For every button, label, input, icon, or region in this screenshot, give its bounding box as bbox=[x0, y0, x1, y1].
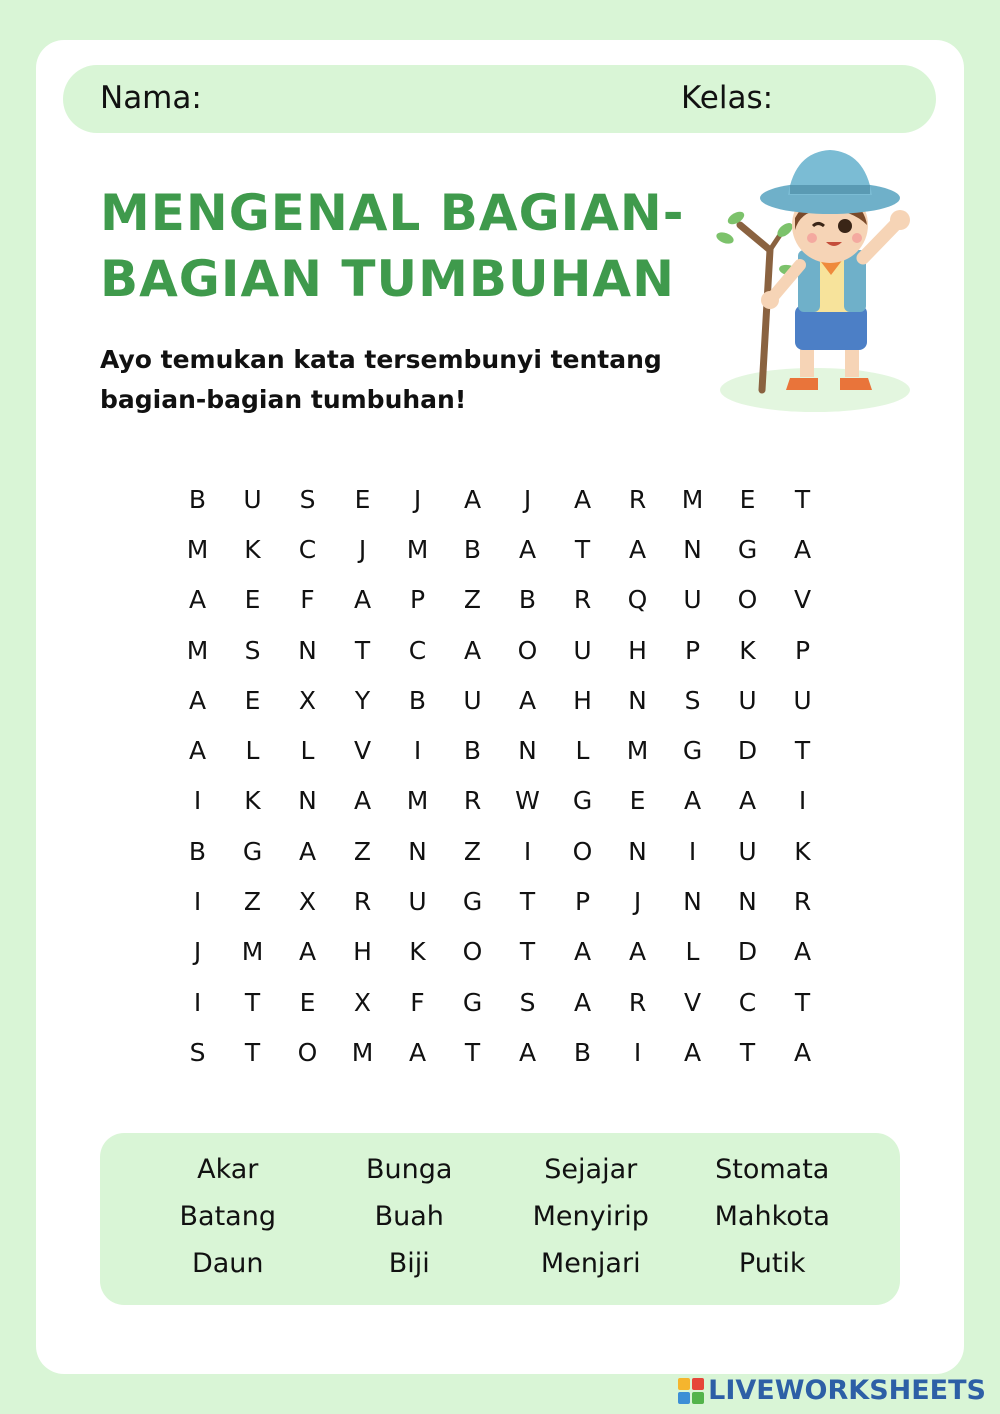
grid-letter[interactable]: K bbox=[244, 786, 261, 816]
grid-letter[interactable]: J bbox=[413, 484, 422, 514]
grid-letter[interactable]: R bbox=[628, 484, 647, 514]
grid-letter[interactable]: B bbox=[518, 585, 537, 615]
grid-letter[interactable]: M bbox=[241, 937, 264, 967]
grid-letter[interactable]: B bbox=[463, 534, 482, 564]
word-list-item: Bunga bbox=[366, 1154, 453, 1185]
grid-letter[interactable]: U bbox=[738, 836, 757, 866]
grid-letter[interactable]: F bbox=[300, 585, 315, 615]
grid-letter[interactable]: U bbox=[463, 685, 482, 715]
grid-letter[interactable]: A bbox=[793, 534, 812, 564]
boy-explorer-illustration-icon bbox=[700, 140, 940, 420]
grid-letter[interactable]: B bbox=[408, 685, 427, 715]
grid-letter[interactable]: N bbox=[518, 736, 537, 766]
grid-letter[interactable]: Z bbox=[463, 836, 482, 866]
grid-letter[interactable]: N bbox=[628, 685, 647, 715]
grid-letter[interactable]: S bbox=[299, 484, 316, 514]
grid-letter[interactable]: A bbox=[518, 1037, 537, 1067]
grid-letter[interactable]: T bbox=[519, 887, 536, 917]
grid-letter[interactable]: C bbox=[408, 635, 427, 665]
grid-letter[interactable]: F bbox=[410, 987, 425, 1017]
grid-letter[interactable]: M bbox=[351, 1037, 374, 1067]
word-list-item: Akar bbox=[197, 1154, 259, 1185]
grid-letter[interactable]: G bbox=[462, 987, 483, 1017]
brand-text[interactable]: LIVEWORKSHEETS bbox=[708, 1375, 986, 1406]
grid-letter[interactable]: M bbox=[186, 534, 209, 564]
grid-letter[interactable]: D bbox=[737, 937, 758, 967]
grid-letter[interactable]: K bbox=[409, 937, 426, 967]
grid-letter[interactable]: Z bbox=[463, 585, 482, 615]
grid-letter[interactable]: I bbox=[413, 736, 422, 766]
grid-letter[interactable]: O bbox=[572, 836, 593, 866]
grid-letter[interactable]: C bbox=[738, 987, 757, 1017]
grid-letter[interactable]: K bbox=[794, 836, 811, 866]
grid-letter[interactable]: O bbox=[517, 635, 538, 665]
grid-letter[interactable]: U bbox=[738, 685, 757, 715]
word-search-grid[interactable] bbox=[170, 474, 830, 1078]
grid-letter[interactable]: S bbox=[519, 987, 536, 1017]
grid-letter[interactable]: J bbox=[358, 534, 367, 564]
grid-letter[interactable]: Z bbox=[243, 887, 262, 917]
grid-letter[interactable]: A bbox=[628, 937, 647, 967]
grid-letter[interactable]: G bbox=[572, 786, 593, 816]
grid-letter[interactable]: T bbox=[739, 1037, 756, 1067]
grid-letter[interactable]: I bbox=[193, 786, 202, 816]
grid-letter[interactable]: A bbox=[738, 786, 757, 816]
name-label: Nama: bbox=[100, 80, 202, 116]
grid-letter[interactable]: T bbox=[794, 736, 811, 766]
grid-letter[interactable]: A bbox=[188, 685, 207, 715]
grid-letter[interactable]: U bbox=[793, 685, 812, 715]
grid-letter[interactable]: G bbox=[242, 836, 263, 866]
grid-letter[interactable]: N bbox=[628, 836, 647, 866]
grid-letter[interactable]: N bbox=[683, 887, 702, 917]
grid-letter[interactable]: B bbox=[573, 1037, 592, 1067]
grid-letter[interactable]: I bbox=[798, 786, 807, 816]
grid-letter[interactable]: Z bbox=[353, 836, 372, 866]
page-title: MENGENAL BAGIAN-BAGIAN TUMBUHAN bbox=[100, 184, 685, 308]
grid-letter[interactable]: L bbox=[245, 736, 260, 766]
grid-letter[interactable]: A bbox=[408, 1037, 427, 1067]
grid-letter[interactable]: X bbox=[298, 887, 317, 917]
grid-letter[interactable]: T bbox=[244, 1037, 261, 1067]
grid-letter[interactable]: Y bbox=[354, 685, 371, 715]
word-list-item: Sejajar bbox=[544, 1154, 638, 1185]
word-list-item: Batang bbox=[179, 1201, 276, 1232]
grid-letter[interactable]: A bbox=[518, 685, 537, 715]
grid-letter[interactable]: E bbox=[629, 786, 646, 816]
word-list-item: Putik bbox=[738, 1248, 806, 1279]
grid-letter[interactable]: S bbox=[684, 685, 701, 715]
grid-letter[interactable]: E bbox=[299, 987, 316, 1017]
grid-letter[interactable]: T bbox=[574, 534, 591, 564]
grid-letter[interactable]: B bbox=[188, 836, 207, 866]
word-list-item: Menyirip bbox=[532, 1201, 649, 1232]
grid-letter[interactable]: H bbox=[573, 685, 592, 715]
grid-letter[interactable]: G bbox=[737, 534, 758, 564]
grid-letter[interactable]: M bbox=[626, 736, 649, 766]
grid-letter[interactable]: U bbox=[573, 635, 592, 665]
grid-letter[interactable]: V bbox=[683, 987, 702, 1017]
grid-letter[interactable]: N bbox=[683, 534, 702, 564]
grid-letter[interactable]: M bbox=[406, 786, 429, 816]
grid-letter[interactable]: T bbox=[794, 987, 811, 1017]
grid-letter[interactable]: B bbox=[463, 736, 482, 766]
grid-letter[interactable]: A bbox=[298, 836, 317, 866]
grid-letter[interactable]: M bbox=[681, 484, 704, 514]
grid-letter[interactable]: I bbox=[193, 887, 202, 917]
grid-letter[interactable]: I bbox=[523, 836, 532, 866]
grid-letter[interactable]: R bbox=[353, 887, 372, 917]
grid-letter[interactable]: Q bbox=[627, 585, 648, 615]
word-list bbox=[137, 1146, 863, 1287]
grid-letter[interactable]: L bbox=[575, 736, 590, 766]
grid-letter[interactable]: A bbox=[683, 1037, 702, 1067]
grid-letter[interactable]: H bbox=[353, 937, 372, 967]
grid-letter[interactable]: I bbox=[193, 987, 202, 1017]
grid-letter[interactable]: I bbox=[633, 1037, 642, 1067]
grid-letter[interactable]: D bbox=[737, 736, 758, 766]
grid-letter[interactable]: E bbox=[739, 484, 756, 514]
word-list-item: Buah bbox=[374, 1201, 444, 1232]
grid-letter[interactable]: R bbox=[793, 887, 812, 917]
grid-letter[interactable]: J bbox=[523, 484, 532, 514]
class-label: Kelas: bbox=[681, 80, 774, 116]
grid-letter[interactable]: A bbox=[628, 534, 647, 564]
grid-letter[interactable]: E bbox=[354, 484, 371, 514]
grid-letter[interactable]: P bbox=[409, 585, 426, 615]
word-list-item: Mahkota bbox=[714, 1201, 830, 1232]
grid-letter[interactable]: R bbox=[628, 987, 647, 1017]
grid-letter[interactable]: P bbox=[574, 887, 591, 917]
grid-letter[interactable]: X bbox=[353, 987, 372, 1017]
grid-letter[interactable]: S bbox=[244, 635, 261, 665]
grid-letter[interactable]: N bbox=[738, 887, 757, 917]
grid-letter[interactable]: E bbox=[244, 585, 261, 615]
grid-letter[interactable]: A bbox=[188, 736, 207, 766]
footer-brand bbox=[678, 1375, 986, 1406]
grid-letter[interactable]: R bbox=[573, 585, 592, 615]
grid-letter[interactable]: J bbox=[633, 887, 642, 917]
grid-letter[interactable]: A bbox=[298, 937, 317, 967]
grid-letter[interactable]: K bbox=[244, 534, 261, 564]
grid-letter[interactable]: A bbox=[793, 1037, 812, 1067]
grid-letter[interactable]: H bbox=[628, 635, 647, 665]
grid-letter[interactable]: N bbox=[408, 836, 427, 866]
grid-letter[interactable]: V bbox=[353, 736, 372, 766]
grid-letter[interactable]: A bbox=[188, 585, 207, 615]
grid-letter[interactable]: A bbox=[573, 987, 592, 1017]
grid-letter[interactable]: T bbox=[244, 987, 261, 1017]
word-list-item: Daun bbox=[191, 1248, 264, 1279]
word-list-item: Biji bbox=[388, 1248, 430, 1279]
grid-letter[interactable]: B bbox=[188, 484, 207, 514]
grid-letter[interactable]: A bbox=[573, 484, 592, 514]
word-list-item: Menjari bbox=[540, 1248, 641, 1279]
grid-letter[interactable]: O bbox=[297, 1037, 318, 1067]
grid-letter[interactable]: A bbox=[353, 585, 372, 615]
grid-letter[interactable]: T bbox=[794, 484, 811, 514]
grid-letter[interactable]: N bbox=[298, 786, 317, 816]
grid-letter[interactable]: V bbox=[793, 585, 812, 615]
grid-letter[interactable]: P bbox=[684, 635, 701, 665]
instructions-text: Ayo temukan kata tersembunyi tentang bagian-bagian tumbuhan! bbox=[100, 345, 662, 414]
grid-letter[interactable]: W bbox=[515, 786, 540, 816]
grid-letter[interactable]: A bbox=[793, 937, 812, 967]
grid-letter[interactable]: P bbox=[794, 635, 811, 665]
grid-letter[interactable]: M bbox=[406, 534, 429, 564]
grid-letter[interactable]: U bbox=[243, 484, 262, 514]
grid-letter[interactable]: J bbox=[193, 937, 202, 967]
grid-letter[interactable]: U bbox=[408, 887, 427, 917]
grid-letter[interactable]: N bbox=[298, 635, 317, 665]
grid-letter[interactable]: T bbox=[354, 635, 371, 665]
grid-letter[interactable]: G bbox=[682, 736, 703, 766]
grid-letter[interactable]: G bbox=[462, 887, 483, 917]
liveworksheets-logo-icon bbox=[678, 1378, 704, 1404]
word-list-item: Stomata bbox=[715, 1154, 830, 1185]
grid-letter[interactable]: R bbox=[463, 786, 482, 816]
grid-letter[interactable]: A bbox=[518, 534, 537, 564]
grid-letter[interactable]: X bbox=[298, 685, 317, 715]
grid-letter[interactable]: T bbox=[464, 1037, 481, 1067]
grid-letter[interactable]: E bbox=[244, 685, 261, 715]
grid-letter[interactable]: C bbox=[298, 534, 317, 564]
grid-letter[interactable]: I bbox=[688, 836, 697, 866]
grid-letter[interactable]: O bbox=[462, 937, 483, 967]
grid-letter[interactable]: L bbox=[685, 937, 700, 967]
grid-letter[interactable]: A bbox=[463, 635, 482, 665]
grid-letter[interactable]: M bbox=[186, 635, 209, 665]
grid-letter[interactable]: A bbox=[683, 786, 702, 816]
grid-letter[interactable]: A bbox=[463, 484, 482, 514]
grid-letter[interactable]: K bbox=[739, 635, 756, 665]
grid-letter[interactable]: S bbox=[189, 1037, 206, 1067]
grid-letter[interactable]: L bbox=[300, 736, 315, 766]
grid-letter[interactable]: A bbox=[353, 786, 372, 816]
grid-letter[interactable]: U bbox=[683, 585, 702, 615]
grid-letter[interactable]: A bbox=[573, 937, 592, 967]
grid-letter[interactable]: O bbox=[737, 585, 758, 615]
grid-letter[interactable]: T bbox=[519, 937, 536, 967]
